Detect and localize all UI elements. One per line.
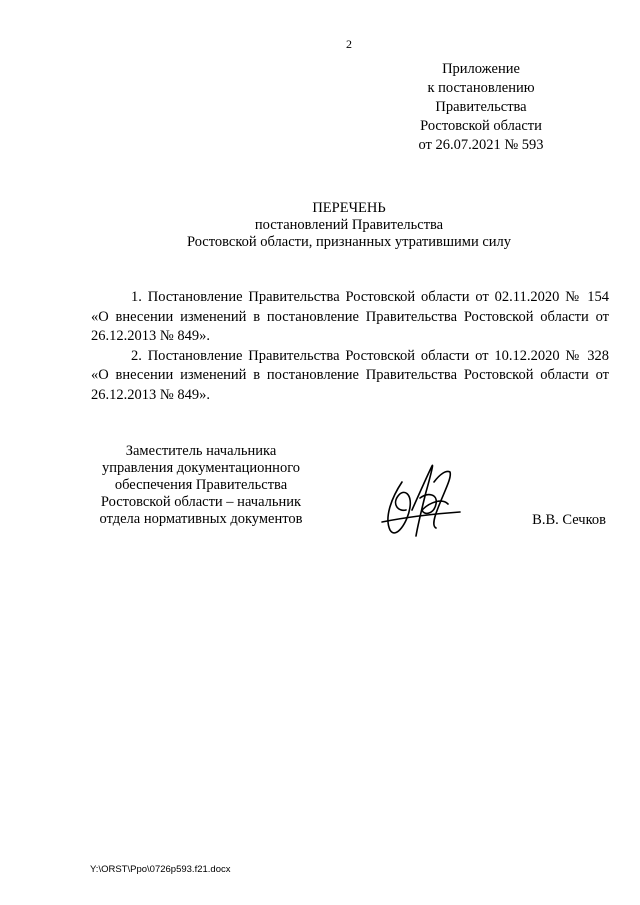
- signatory-title-line: управления документационного: [101, 460, 301, 476]
- document-subtitle-line: постановлений Правительства: [254, 217, 444, 233]
- appendix-block: [381, 60, 581, 155]
- list-item: 1. Постановление Правительства Ростовской области от 02.11.2020 № 154 «О внесении изменений в постановление Правительства Ростовской области от 26.12.2013 № 849».: [91, 289, 609, 344]
- file-path-footer: Y:\ORST\Ppo\0726p593.f21.docx: [90, 864, 231, 875]
- signatory-title: [92, 443, 310, 528]
- appendix-line: к постановлению: [427, 80, 535, 96]
- handwritten-signature: [372, 452, 467, 542]
- page-number: 2: [346, 37, 352, 51]
- list-item: 2. Постановление Правительства Ростовской области от 10.12.2020 № 328 «О внесении изменений в постановление Правительства Ростовской области от 26.12.2013 № 849».: [91, 347, 609, 403]
- document-subtitle-line: Ростовской области, признанных утратившими силу: [186, 234, 512, 250]
- signatory-title-line: Заместитель начальника: [125, 443, 277, 459]
- resolutions-list: [91, 288, 609, 405]
- document-heading: [0, 200, 640, 251]
- document-title: ПЕРЕЧЕНЬ: [312, 200, 386, 216]
- signatory-name: В.В. Сечков: [532, 512, 606, 528]
- appendix-line: Приложение: [442, 61, 520, 77]
- appendix-line: от 26.07.2021 № 593: [418, 137, 544, 153]
- signatory-title-line: отдела нормативных документов: [99, 511, 303, 527]
- appendix-line: Правительства: [435, 99, 527, 115]
- appendix-line: Ростовской области: [420, 118, 542, 134]
- signatory-title-line: Ростовской области – начальник: [100, 494, 302, 510]
- signatory-title-line: обеспечения Правительства: [114, 477, 288, 493]
